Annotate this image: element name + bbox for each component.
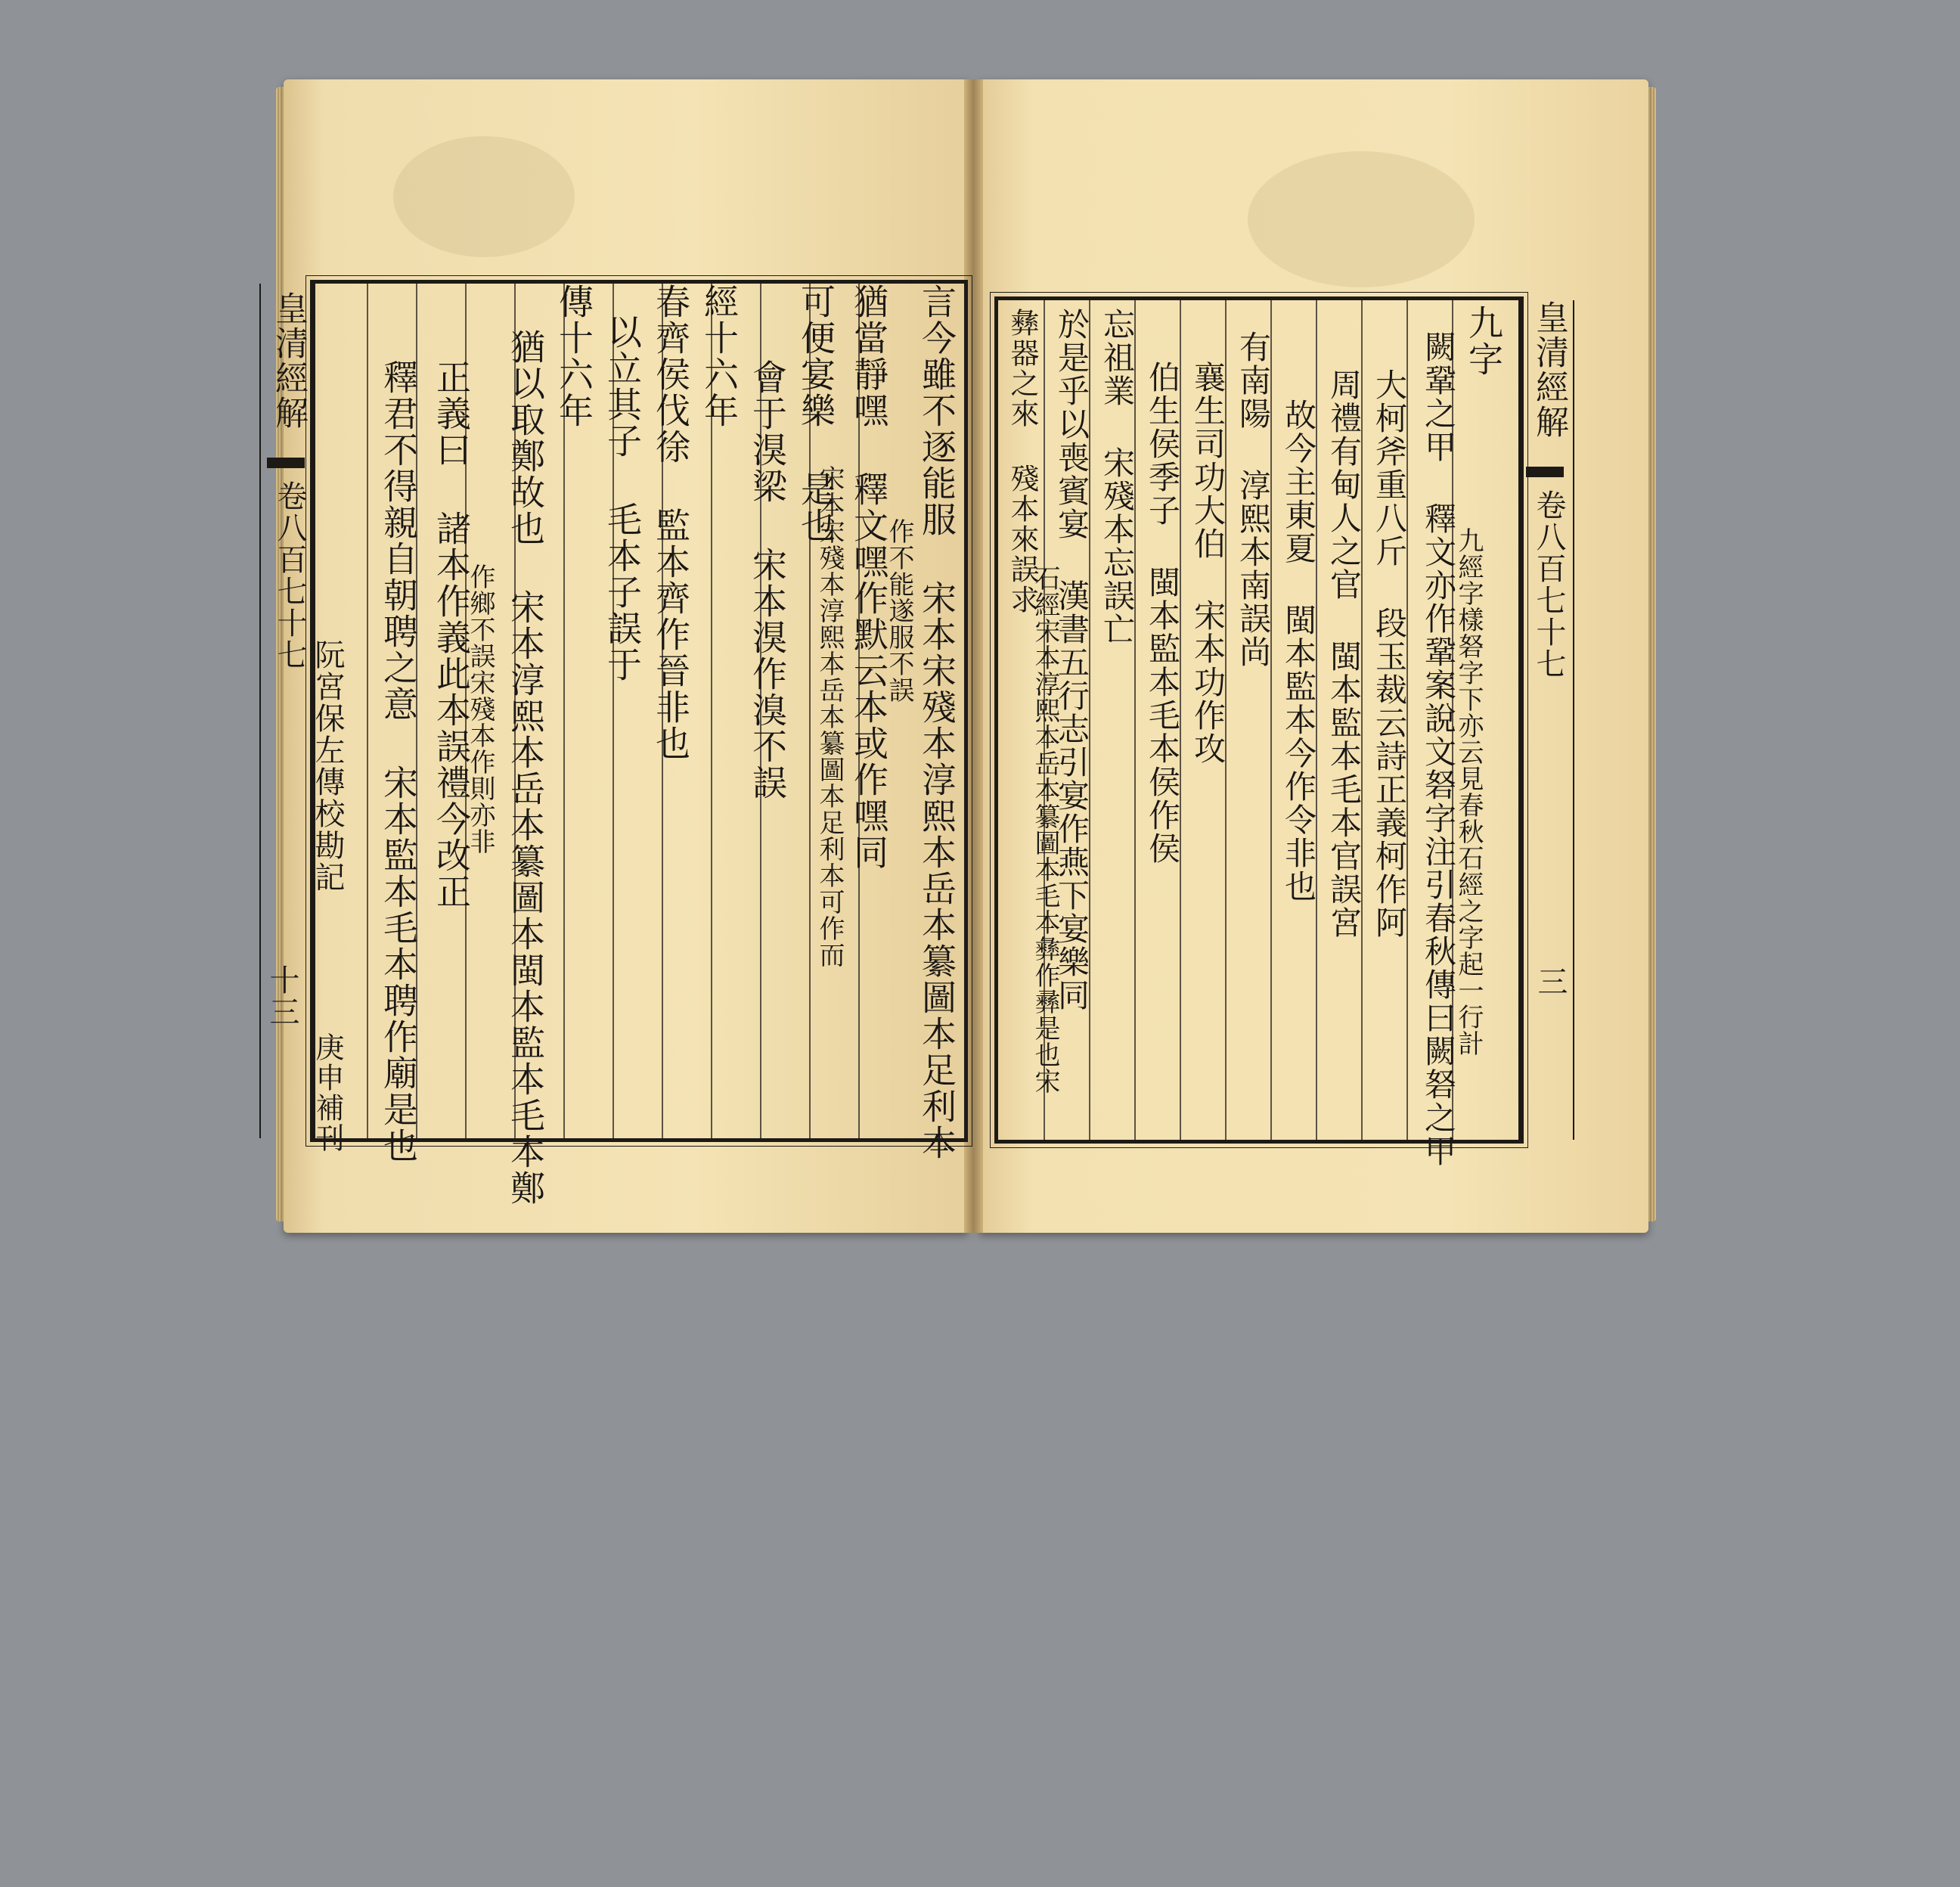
text-column: 經十六年 [699,284,740,429]
banxin-title: 皇清經解 [1530,300,1568,439]
text-column: 忘祖業 宋殘本忘誤亡 [1099,308,1136,646]
text-column: 故今主東夏 閩本監本今作令非也 [1280,399,1317,903]
paper-stain [393,136,575,257]
text-column: 猶當靜嘿 釋文嘿作默云本或作嘿同 [848,284,889,871]
fish-tail-mark [1526,467,1564,477]
text-column: 傳十六年 [554,284,594,429]
text-column: 周禮有甸人之官 閩本監本毛本官誤宮 [1326,368,1363,939]
text-column: 春齊侯伐徐 監本齊作晉非也 [650,284,691,762]
text-column: 九字 [1463,305,1504,377]
text-column: 正義曰 諸本作義此本誤禮今改正 [431,359,472,910]
text-column: 襄生司功大伯 宋本功作攻 [1189,361,1227,765]
text-column: 作鄉不誤宋殘本作則亦非 [465,563,495,855]
text-column: 宋本宋殘本淳熙本岳本纂圖本足利本可作而 [814,465,845,968]
text-column: 會于湨梁 宋本湨作溴不誤 [747,359,788,801]
center-column-right [1518,300,1574,1140]
text-column: 釋君不得親自朝聘之意 宋本監本毛本聘作廟是也 [378,359,419,1164]
text-column: 作不能遂服不誤 [884,518,914,703]
text-column: 於是乎以喪賓宴 漢書五行志引宴作燕下宴樂同 [1053,308,1090,1012]
text-column: 彝器之來 殘本來誤求 [1006,308,1039,615]
banxin-footer: 庚申補刊 [311,1032,344,1153]
text-column: 伯生侯季子 閩本監本毛本侯作侯 [1144,361,1181,865]
text-column: 九經字樣砮字下亦云見春秋石經之字起一行計 [1453,527,1484,1057]
text-column: 大柯斧重八斤 段玉裁云詩正義柯作阿 [1371,368,1408,939]
paper-stain [1248,151,1475,287]
left-text-frame [265,280,968,1206]
text-column: 言今雖不逐能服 宋本宋殘本淳熙本岳本纂圖本足利本 [916,284,957,1161]
banxin-volume: 卷八百七十七 [272,480,307,671]
page-number: 三 [1533,966,1568,998]
text-column: 可便宴樂 是也 [795,284,836,544]
banxin-title: 皇清經解 [269,291,308,430]
text-column: 以立其子 毛本子誤于 [602,314,643,683]
banxin-book-title: 阮宮保左傳校勘記 [310,639,345,893]
page-number: 十三 [265,964,299,1028]
text-column: 有南陽 淳熙本南誤尚 [1235,331,1272,669]
text-column: 石經宋本淳熙本岳本纂圖本毛本彝作彞是也宋 [1030,565,1060,1094]
text-column: 闕鞏之甲 釋文亦作鞏案說文砮字注引春秋傳曰闕砮之甲 [1420,331,1457,1168]
text-column: 猶以取鄭故也 宋本淳熙本岳本纂圖本閩本監本毛本鄭 [505,329,546,1206]
banxin-volume: 卷八百七十七 [1531,489,1566,680]
fish-tail-mark [267,458,305,468]
right-text-frame [994,296,1568,1168]
